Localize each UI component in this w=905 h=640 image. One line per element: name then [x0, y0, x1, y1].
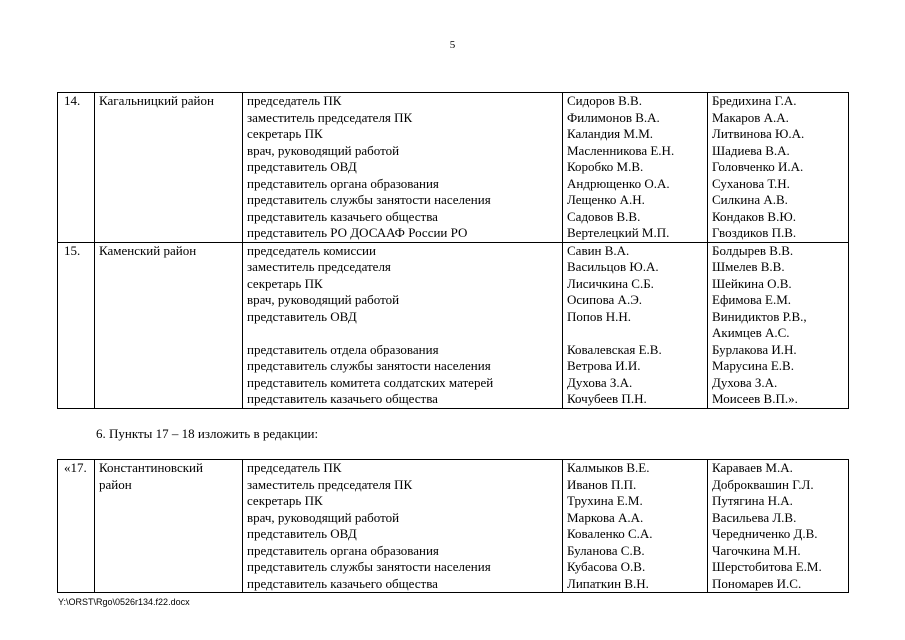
roles-cell: [243, 93, 563, 243]
role-line: представитель службы занятости населения: [247, 192, 491, 207]
deputy-name: Суханова Т.Н.: [712, 175, 790, 191]
member-name: Кочубеев П.Н.: [567, 391, 647, 406]
role-line: представитель ОВД: [247, 308, 357, 324]
roles-cell: [243, 460, 563, 593]
role-line: председатель комиссии: [247, 242, 376, 258]
roles-cell: [243, 242, 563, 408]
role-line: заместитель председателя: [247, 259, 391, 274]
role-line: врач, руководящий работой: [247, 142, 400, 158]
member-name: Осипова А.Э.: [567, 292, 643, 307]
role-line: секретарь ПК: [247, 493, 323, 508]
district-line: Кагальницкий район: [99, 93, 214, 108]
member-name: Масленникова Е.Н.: [567, 142, 675, 158]
commission-table-2: [57, 459, 849, 593]
deputy-name: Моисеев В.П.».: [712, 391, 798, 406]
district-line: район: [99, 476, 132, 492]
members-cell: [563, 93, 708, 243]
role-line: представитель казачьего общества: [247, 208, 438, 224]
deputy-name: Чередниченко Д.В.: [712, 526, 818, 541]
district-line: Константиновский: [99, 460, 203, 475]
member-name: [567, 325, 707, 342]
deputy-name: Силкина А.В.: [712, 192, 788, 207]
member-name: Васильцов Ю.А.: [567, 259, 659, 274]
role-line: представитель казачьего общества: [247, 391, 438, 406]
member-name: Ковалевская Е.В.: [567, 341, 662, 357]
deputy-name: Доброквашин Г.Л.: [712, 476, 814, 492]
role-line: врач, руководящий работой: [247, 509, 400, 525]
member-name: Савин В.А.: [567, 242, 630, 258]
members-cell: [563, 242, 708, 408]
member-name: Филимонов В.А.: [567, 109, 660, 125]
role-line: представитель РО ДОСААФ России РО: [247, 225, 468, 240]
row-number: 15.: [58, 242, 95, 408]
role-line: представитель органа образования: [247, 175, 439, 191]
deputy-name: Кондаков В.Ю.: [712, 208, 796, 224]
member-name: Липаткин В.Н.: [567, 575, 649, 591]
deputy-name: Марусина Е.В.: [712, 358, 794, 373]
role-line: представитель казачьего общества: [247, 575, 438, 591]
deputy-name: Литвинова Ю.А.: [712, 126, 805, 141]
deputy-name: Караваев М.А.: [712, 460, 793, 475]
role-line: представитель службы занятости населения: [247, 358, 491, 373]
member-name: Сидоров В.В.: [567, 93, 642, 108]
member-name: Иванов П.П.: [567, 476, 637, 492]
deputy-name: Пономарев И.С.: [712, 575, 802, 591]
members-cell: [563, 460, 708, 593]
file-path-footer: Y:\ORST\Rgo\0526r134.f22.docx: [58, 597, 190, 607]
role-line: представитель комитета солдатских матерей: [247, 374, 494, 390]
deputy-name: Путягина Н.А.: [712, 493, 793, 508]
deputy-name: Бурлакова И.Н.: [712, 341, 797, 357]
deputy-name: Шейкина О.В.: [712, 275, 792, 291]
member-name: Андрющенко О.А.: [567, 175, 670, 191]
row-number: 14.: [58, 93, 95, 243]
member-name: Кубасова О.В.: [567, 559, 646, 574]
row-number: «17.: [58, 460, 95, 593]
deputy-name: Шадиева В.А.: [712, 142, 790, 158]
member-name: Трухина Е.М.: [567, 493, 643, 508]
table-row: [58, 242, 849, 408]
district-cell: [95, 460, 243, 593]
member-name: Ветрова И.И.: [567, 358, 641, 373]
role-line: председатель ПК: [247, 93, 342, 108]
role-line: представитель ОВД: [247, 159, 357, 174]
deputies-cell: [708, 242, 849, 408]
deputy-name: Чагочкина М.Н.: [712, 542, 801, 558]
member-name: Маркова А.А.: [567, 509, 644, 525]
member-name: Коваленко С.А.: [567, 526, 653, 541]
deputies-cell: [708, 460, 849, 593]
role-line: представитель органа образования: [247, 542, 439, 558]
deputy-name: Гвоздиков П.В.: [712, 225, 797, 240]
member-name: Лещенко А.Н.: [567, 192, 645, 207]
deputy-name: Шмелев В.В.: [712, 259, 785, 274]
member-name: Каландия М.М.: [567, 126, 654, 141]
table-row: [58, 460, 849, 593]
member-name: Духова З.А.: [567, 374, 633, 390]
role-line: представитель отдела образования: [247, 341, 439, 357]
table-row: [58, 93, 849, 243]
deputies-cell: [708, 93, 849, 243]
commission-table-1: [57, 92, 849, 409]
role-line: заместитель председателя ПК: [247, 476, 413, 492]
page-number: 5: [449, 39, 456, 51]
role-line: представитель службы занятости населения: [247, 559, 491, 574]
deputy-name: Духова З.А.: [712, 374, 778, 390]
role-line: председатель ПК: [247, 460, 342, 475]
member-name: Буланова С.В.: [567, 542, 645, 558]
deputy-name: Головченко И.А.: [712, 159, 804, 174]
role-line: заместитель председателя ПК: [247, 109, 413, 125]
member-name: Лисичкина С.Б.: [567, 275, 654, 291]
deputy-name: Ефимова Е.М.: [712, 292, 792, 307]
district-line: Каменский район: [99, 242, 197, 258]
deputy-name: Винидиктов Р.В.,: [712, 308, 807, 324]
deputy-name: Макаров А.А.: [712, 109, 789, 125]
member-name: Попов Н.Н.: [567, 308, 632, 324]
deputy-name: Акимцев А.С.: [712, 325, 790, 340]
role-line: врач, руководящий работой: [247, 292, 400, 307]
district-cell: [95, 93, 243, 243]
member-name: Садовов В.В.: [567, 208, 641, 224]
member-name: Калмыков В.Е.: [567, 460, 650, 475]
role-line: [247, 325, 562, 342]
member-name: Коробко М.В.: [567, 159, 644, 174]
deputy-name: Болдырев В.В.: [712, 242, 794, 258]
role-line: представитель ОВД: [247, 526, 357, 541]
role-line: секретарь ПК: [247, 275, 323, 291]
deputy-name: Васильева Л.В.: [712, 509, 797, 525]
role-line: секретарь ПК: [247, 126, 323, 141]
amendment-paragraph: 6. Пункты 17 – 18 изложить в редакции:: [96, 426, 319, 441]
member-name: Вертелецкий М.П.: [567, 225, 670, 240]
deputy-name: Шерстобитова Е.М.: [712, 559, 822, 574]
deputy-name: Бредихина Г.А.: [712, 93, 797, 108]
district-cell: [95, 242, 243, 408]
